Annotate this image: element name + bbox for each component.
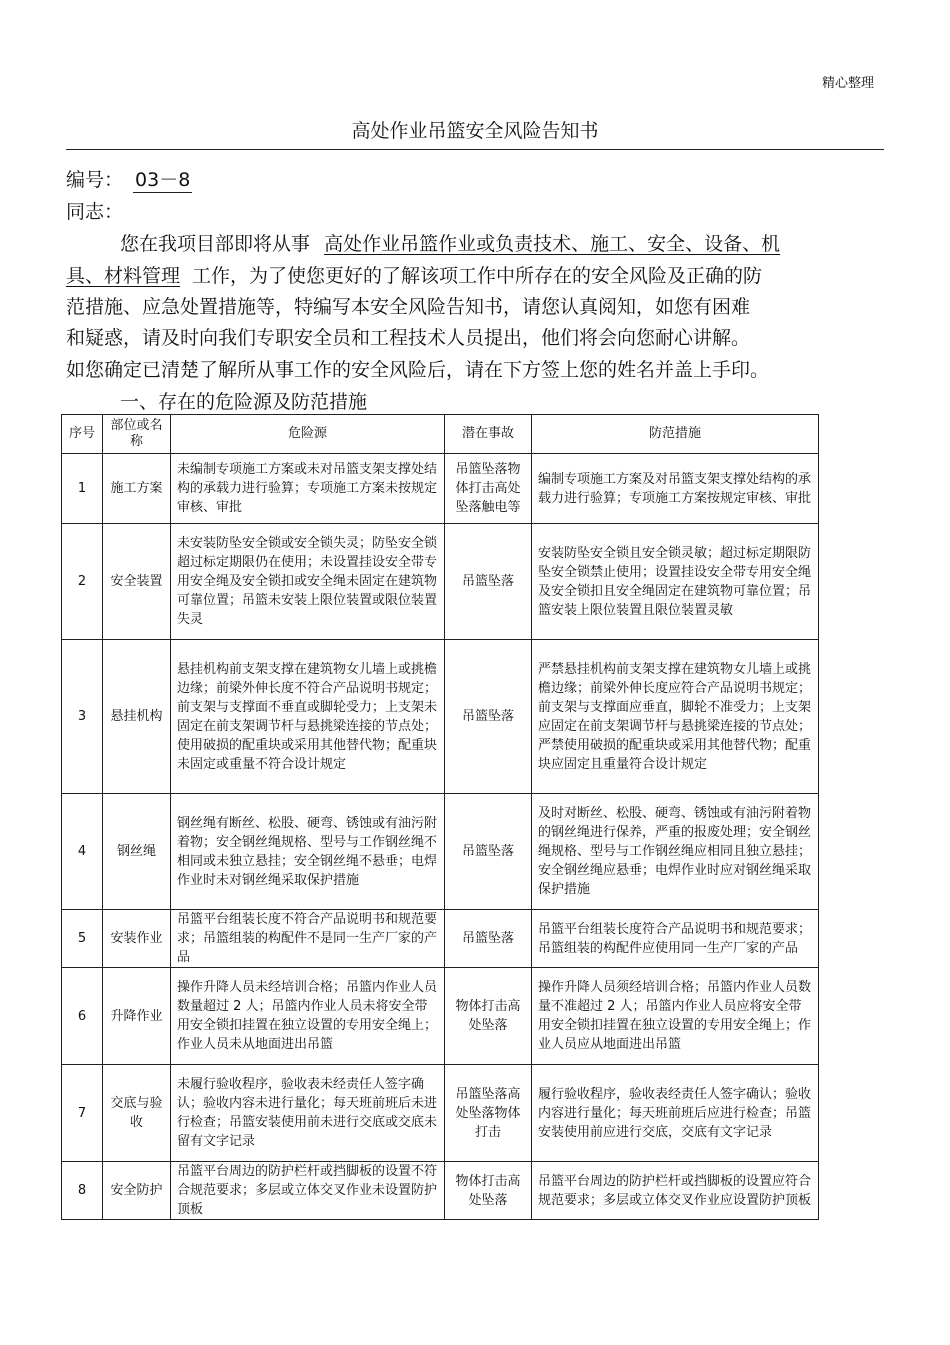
row-hazard: 吊篮平台周边的防护栏杆或挡脚板的设置不符合规范要求；多层或立体交叉作业未设置防护顶板 xyxy=(171,1162,445,1220)
table-row xyxy=(62,454,819,524)
row-part: 安全防护 xyxy=(103,1162,171,1220)
row-part: 安装作业 xyxy=(103,910,171,968)
row-accident: 吊篮坠落 xyxy=(445,794,532,910)
table-row xyxy=(62,910,819,968)
row-measure: 操作升降人员须经培训合格；吊篮内作业人员数量不准超过 2 人；吊篮内作业人员应将安全带用安全锁扣挂置在独立设置的专用安全绳上；作业人员应从地面进出吊篮 xyxy=(532,968,819,1065)
header-note: 精心整理 xyxy=(821,76,874,91)
serial-number xyxy=(66,165,192,193)
row-hazard: 吊篮平台组装长度不符合产品说明书和规范要求；吊篮组装的构配件不是同一生产厂家的产品 xyxy=(171,910,445,968)
table-row xyxy=(62,640,819,794)
intro-text: 工作，为了使您更好的了解该项工作中所存在的安全风险及正确的防 xyxy=(192,265,763,287)
row-part: 交底与验收 xyxy=(103,1065,171,1162)
row-accident: 吊篮坠落高处坠落物体打击 xyxy=(445,1065,532,1162)
table-row xyxy=(62,1065,819,1162)
table-row xyxy=(62,1162,819,1220)
intro-line-1 xyxy=(66,229,884,256)
intro-work-scope-cont: 具、材料管理 xyxy=(66,265,181,287)
row-measure: 吊篮平台周边的防护栏杆或挡脚板的设置应符合规范要求；多层或立体交叉作业应设置防护顶板 xyxy=(532,1162,819,1220)
table-row xyxy=(62,968,819,1065)
row-accident: 吊篮坠落物体打击高处坠落触电等 xyxy=(445,454,532,524)
section-title: 一、存在的危险源及防范措施 xyxy=(120,391,368,413)
row-part: 悬挂机构 xyxy=(103,640,171,794)
row-no: 6 xyxy=(62,968,103,1065)
intro-text: 您在我项目部即将从事 xyxy=(120,233,311,255)
row-measure: 编制专项施工方案及对吊篮支架支撑处结构的承载力进行验算；专项施工方案按规定审核、审批 xyxy=(532,454,819,524)
header-hazard: 危险源 xyxy=(171,415,445,454)
table-header-row xyxy=(62,415,819,454)
header-measure: 防范措施 xyxy=(532,415,819,454)
row-part: 钢丝绳 xyxy=(103,794,171,910)
intro-line-2 xyxy=(66,261,884,288)
row-no: 2 xyxy=(62,524,103,640)
row-accident: 物体打击高处坠落 xyxy=(445,968,532,1065)
intro-line-4: 和疑惑，请及时向我们专职安全员和工程技术人员提出，他们将会向您耐心讲解。 xyxy=(66,327,751,349)
row-measure: 履行验收程序，验收表经责任人签字确认；验收内容进行量化；每天班前班后应进行检查；吊篮安装使用前应进行交底，交底有文字记录 xyxy=(532,1065,819,1162)
table-row xyxy=(62,524,819,640)
header-accident: 潜在事故 xyxy=(445,415,532,454)
row-no: 1 xyxy=(62,454,103,524)
row-no: 3 xyxy=(62,640,103,794)
page-title: 高处作业吊篮安全风险告知书 xyxy=(66,116,884,150)
intro-line-5: 如您确定已清楚了解所从事工作的安全风险后，请在下方签上您的姓名并盖上手印。 xyxy=(66,359,770,381)
header-no: 序号 xyxy=(62,415,103,454)
row-measure: 及时对断丝、松股、硬弯、锈蚀或有油污附着物的钢丝绳进行保养，严重的报废处理；安全钢丝绳规格、型号与工作钢丝绳应相同且独立悬挂；安全钢丝绳应悬垂；电焊作业时应对钢丝绳采取保护措施 xyxy=(532,794,819,910)
row-part: 安全装置 xyxy=(103,524,171,640)
row-hazard: 未安装防坠安全锁或安全锁失灵；防坠安全锁超过标定期限仍在使用；未设置挂设安全带专用安全绳及安全锁扣或安全绳未固定在建筑物可靠位置；吊篮未安装上限位装置或限位装置失灵 xyxy=(171,524,445,640)
row-no: 5 xyxy=(62,910,103,968)
risk-table xyxy=(61,414,819,1220)
table-row xyxy=(62,794,819,910)
row-no: 7 xyxy=(62,1065,103,1162)
row-hazard: 操作升降人员未经培训合格；吊篮内作业人员数量超过 2 人；吊篮内作业人员未将安全带用安全锁扣挂置在独立设置的专用安全绳上；作业人员未从地面进出吊篮 xyxy=(171,968,445,1065)
row-no: 4 xyxy=(62,794,103,910)
intro-line-3: 范措施、应急处置措施等，特编写本安全风险告知书，请您认真阅知，如您有困难 xyxy=(66,296,751,318)
row-part: 施工方案 xyxy=(103,454,171,524)
row-measure: 严禁悬挂机构前支架支撑在建筑物女儿墙上或挑檐边缘；前梁外伸长度应符合产品说明书规定；前支架与支撑面应垂直，脚轮不准受力；上支架应固定在前支架调节杆与悬挑梁连接的节点处；严禁使用破损的配重块或采用其他替代物；配重块应固定且重量符合设计规定 xyxy=(532,640,819,794)
row-accident: 物体打击高处坠落 xyxy=(445,1162,532,1220)
greeting: 同志： xyxy=(66,201,124,223)
row-no: 8 xyxy=(62,1162,103,1220)
row-hazard: 未履行验收程序，验收表未经责任人签字确认；验收内容未进行量化；每天班前班后未进行检查；吊篮安装使用前未进行交底或交底未留有文字记录 xyxy=(171,1065,445,1162)
row-accident: 吊篮坠落 xyxy=(445,910,532,968)
row-measure: 吊篮平台组装长度符合产品说明书和规范要求；吊篮组装的构配件应使用同一生产厂家的产品 xyxy=(532,910,819,968)
serial-label: 编号： xyxy=(66,169,124,191)
intro-work-scope: 高处作业吊篮作业或负责技术、施工、安全、设备、机 xyxy=(324,233,781,255)
header-part: 部位或名称 xyxy=(103,415,171,454)
row-hazard: 悬挂机构前支架支撑在建筑物女儿墙上或挑檐边缘；前梁外伸长度不符合产品说明书规定；前支架与支撑面不垂直或脚轮受力；上支架未固定在前支架调节杆与悬挑梁连接的节点处；使用破损的配重块或采用其他替代物；配重块未固定或重量不符合设计规定 xyxy=(171,640,445,794)
row-part: 升降作业 xyxy=(103,968,171,1065)
row-accident: 吊篮坠落 xyxy=(445,640,532,794)
row-hazard: 未编制专项施工方案或未对吊篮支架支撑处结构的承载力进行验算；专项施工方案未按规定审核、审批 xyxy=(171,454,445,524)
serial-value: 03－8 xyxy=(133,165,192,193)
row-accident: 吊篮坠落 xyxy=(445,524,532,640)
row-measure: 安装防坠安全锁且安全锁灵敏；超过标定期限防坠安全锁禁止使用；设置挂设安全带专用安全绳及安全锁扣且安全绳固定在建筑物可靠位置；吊篮安装上限位装置且限位装置灵敏 xyxy=(532,524,819,640)
row-hazard: 钢丝绳有断丝、松股、硬弯、锈蚀或有油污附着物；安全钢丝绳规格、型号与工作钢丝绳不相同或未独立悬挂；安全钢丝绳不悬垂；电焊作业时未对钢丝绳采取保护措施 xyxy=(171,794,445,910)
